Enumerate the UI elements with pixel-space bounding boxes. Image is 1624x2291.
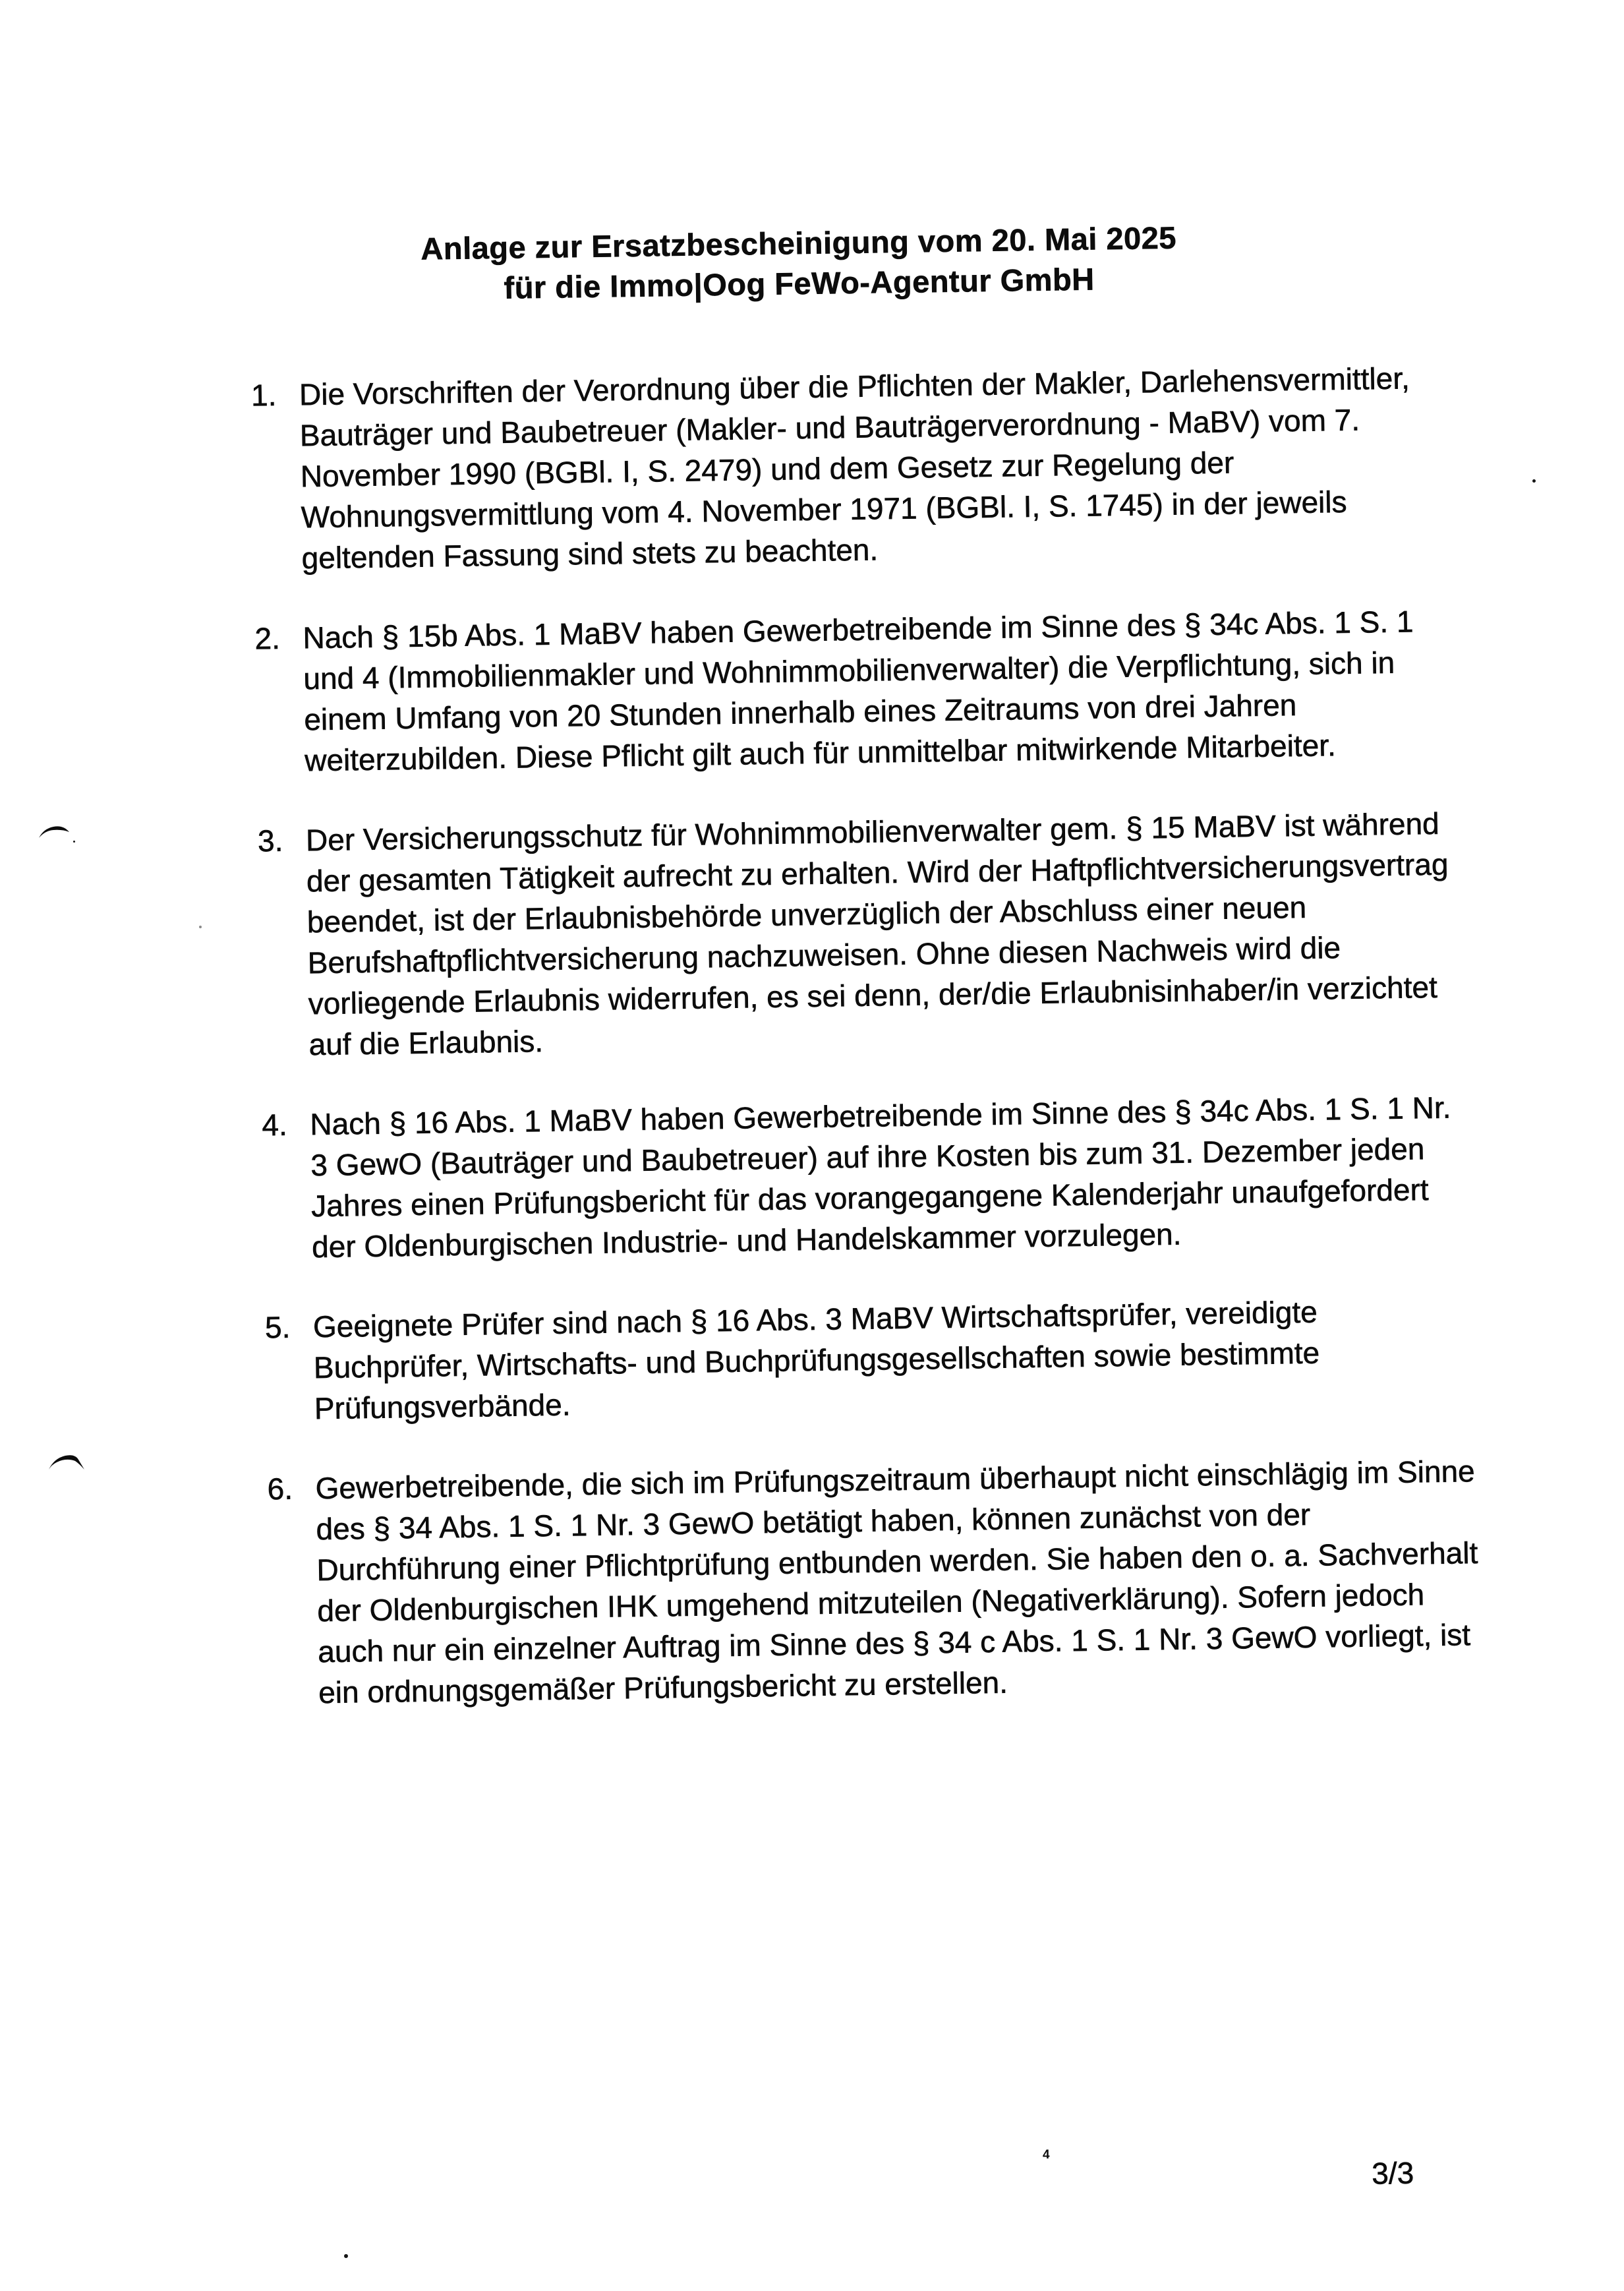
page-number: 3/3: [1371, 2155, 1414, 2191]
list-item: [267, 1450, 1482, 1713]
list-item: [258, 802, 1472, 1065]
list-item: [251, 357, 1465, 579]
title-line-2: für die Immo|Oog FeWo-Agentur GmbH: [504, 261, 1095, 305]
item-number: 4.: [262, 1107, 288, 1143]
item-text: Nach § 15b Abs. 1 MaBV haben Gewerbetreibende im Sinne des § 34c Abs. 1 S. 1 und 4 (Immobilienmakler und Wohnimmobilienverwalter) die Verpflichtung, sich in einem Umfang von 20 Stunden innerhalb eines Zeitraums von drei Jahren weiterzubilden. Diese Pflicht gilt auch für unmittelbar mitwirkende Mitarbeiter.: [303, 604, 1414, 778]
item-number: 5.: [264, 1309, 291, 1345]
clauses-list: [251, 357, 1482, 1713]
list-item: [254, 600, 1468, 781]
item-number: 6.: [267, 1471, 293, 1506]
document-title: [0, 0, 1611, 315]
item-text: Die Vorschriften der Verordnung über die Pflichten der Makler, Darlehensvermittler, Bauträger und Baubetreuer (Makler- und Bauträgerverordnung - MaBV) vom 7. November 1990 (BGBl. I, S. 2479) und dem Gesetz zur Regelung der Wohnungsvermittlung vom 4. November 1971 (BGBl. I, S. 1745) in der jeweils geltenden Fassung sind stets zu beachten.: [299, 361, 1410, 576]
list-item: [262, 1086, 1475, 1268]
item-number: 3.: [257, 823, 283, 858]
item-number: 2.: [254, 620, 281, 656]
item-text: Nach § 16 Abs. 1 MaBV haben Gewerbetreibende im Sinne des § 34c Abs. 1 S. 1 Nr. 3 GewO (Bauträger und Baubetreuer) auf ihre Kosten bis zum 31. Dezember jeden Jahres einen Prüfungsbericht für das vorangegangene Kalenderjahr unaufgefordert der Oldenburgischen Industrie- und Handelskammer vorzulegen.: [310, 1090, 1451, 1265]
list-item: [265, 1289, 1478, 1429]
item-number: 1.: [250, 377, 277, 413]
item-text: Geeignete Prüfer sind nach § 16 Abs. 3 MaBV Wirtschaftsprüfer, vereidigte Buchprüfer, Wirtschafts- und Buchprüfungsgesellschaften sowie bestimmte Prüfungsverbände.: [312, 1294, 1320, 1426]
title-line-1: Anlage zur Ersatzbescheinigung vom 20. Mai 2025: [420, 220, 1177, 266]
scan-corner-mark: 4: [1043, 2148, 1050, 2162]
item-text: Der Versicherungsschutz für Wohnimmobilienverwalter gem. § 15 MaBV ist während der gesamten Tätigkeit aufrecht zu erhalten. Wird der Haftpflichtversicherungsvertrag beendet, ist der Erlaubnisbehörde unverzüglich der Abschluss einer neuen Berufshaftpflichtversicherung nachzuweisen. Ohne diesen Nachweis wird die vorliegende Erlaubnis widerrufen, es sei denn, der/die Erlaubnisinhaber/in verzichtet auf die Erlaubnis.: [305, 806, 1449, 1062]
item-text: Gewerbetreibende, die sich im Prüfungszeitraum überhaupt nicht einschlägig im Sinne des § 34 Abs. 1 S. 1 Nr. 3 GewO betätigt haben, können zunächst von der Durchführung einer Pflichtprüfung entbunden werden. Sie haben den o. a. Sachverhalt der Oldenburgischen IHK umgehend mitzuteilen (Negativerklärung). Sofern jedoch auch nur ein einzelner Auftrag im Sinne des § 34 c Abs. 1 S. 1 Nr. 3 GewO vorliegt, ist ein ordnungsgemäßer Prüfungsbericht zu erstellen.: [315, 1454, 1478, 1710]
